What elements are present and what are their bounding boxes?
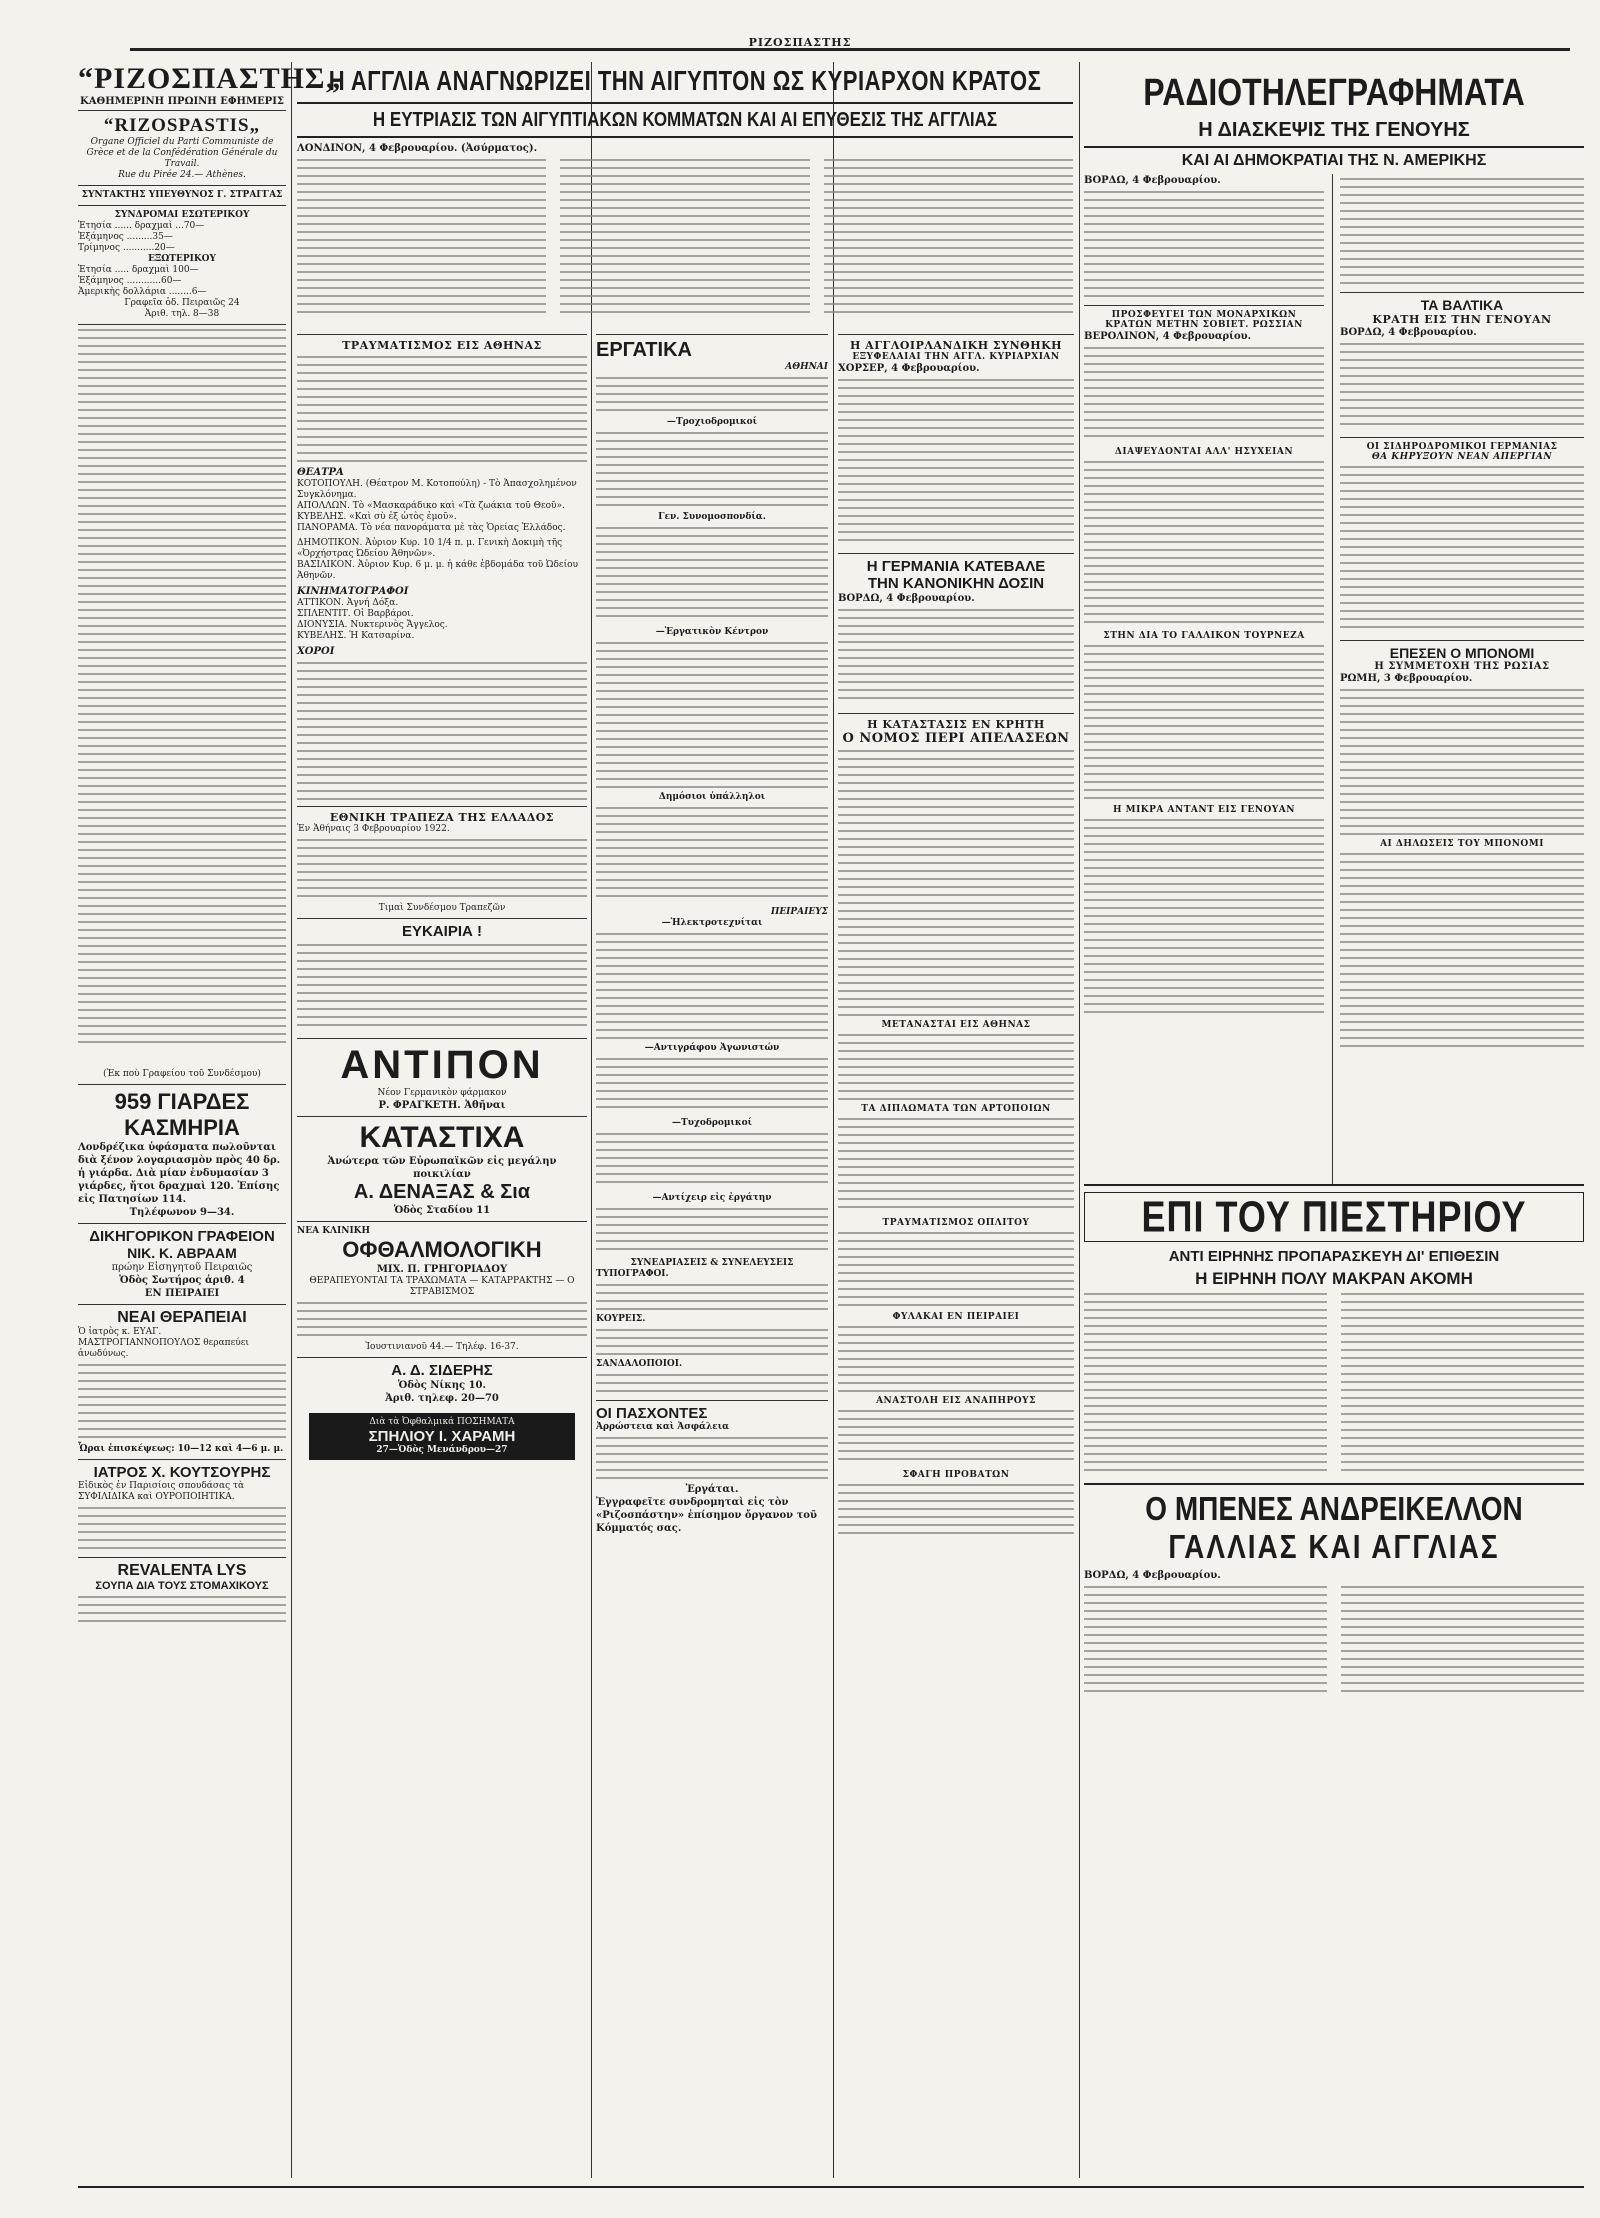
news-headline: ΚΡΑΤΗ ΕΙΣ ΤΗΝ ΓΕΝΟΥΑΝ — [1372, 313, 1552, 326]
section-dance: ΧΟΡΟΙ — [297, 646, 335, 657]
office-address: Γραφεῖα ὁδ. Πειραιῶς 24 — [124, 298, 240, 308]
labor-sub: —Αντιγράφου Ἀγωνιστών — [644, 1043, 780, 1053]
section-cinema: ΚΙΝΗΜΑΤΟΓΡΑΦΟΙ — [297, 586, 409, 597]
news-headline: Η ΣΥΜΜΕΤΟΧΗ ΤΗΣ ΡΩΣΙΑΣ — [1374, 661, 1550, 672]
ad-doctor-text: Εἰδικὸς ἐν Παρισίοις σπουδάσας τὰ ΣΥΦΙΛΙΔΙΚΑ καὶ ΟΥΡΟΠΟΙΗΤΙΚΑ. — [78, 1481, 245, 1502]
section-theatre: ΘΕΑΤΡΑ — [297, 467, 344, 478]
article-body — [297, 356, 587, 466]
labor-sub: —Αντίχειρ εἰς ἐργάτην — [652, 1193, 772, 1203]
press-headline-box — [1084, 1192, 1584, 1242]
column-rule — [591, 62, 592, 2178]
news-headline: ΤΗΝ ΚΑΝΟΝΙΚΗΝ ΔΟΣΙΝ — [867, 575, 1045, 592]
ad-siderhs-phone: Ἀριθ. τηλεφ. 20—70 — [385, 1393, 499, 1404]
column-labor — [596, 330, 828, 2178]
article-body — [1340, 343, 1584, 433]
column-culture — [297, 330, 587, 2178]
press-subheadline: ΑΝΤΙ ΕΙΡΗΝΗΣ ΠΡΟΠΑΡΑΣΚΕΥΗ ΔΙ' ΕΠΙΘΕΣΙΝ — [1168, 1248, 1500, 1265]
theatre-item: ΑΠΟΛΛΩΝ. Τὸ «Μασκαράδικο καὶ «Τὰ ζωάκια τοῦ Θεοῦ». — [297, 501, 565, 511]
ad-clinic-text: ΘΕΡΑΠΕΥΟΝΤΑΙ ΤΑ ΤΡΑΧΩΜΑΤΑ — ΚΑΤΑΡΡΑΚΤΗΣ — Ο ΣΤΡΑΒΙΣΜΟΣ — [309, 1276, 575, 1297]
ad-clinic-address: Ἰουστινιανοῦ 44.— Τηλέφ. 16-37. — [365, 1342, 519, 1352]
ad-therapies-text: Ὁ ἰατρὸς κ. ΕΥΑΓ. ΜΑΣΤΡΟΓΙΑΝΝΟΠΟΥΛΟΣ θεραπεύει ἀνωδύνως. — [78, 1327, 249, 1359]
article-body — [596, 1208, 828, 1258]
newspaper-title: “ΡΙΖΟΣΠΑΣΤΗΣ„ — [78, 62, 342, 95]
article-body — [596, 807, 828, 907]
bank-rates — [297, 839, 587, 903]
article-body — [838, 379, 1074, 549]
column-rule — [291, 62, 292, 2178]
lead-headline-block — [297, 62, 1073, 329]
news-headline: Η ΜΙΚΡΑ ΑΝΤΑΝΤ ΕΙΣ ΓΕΝΟΥΑΝ — [1113, 805, 1295, 815]
press-subheadline: Η ΕΙΡΗΝΗ ΠΟΛΥ ΜΑΚΡΑΝ ΑΚΟΜΗ — [1195, 1269, 1473, 1288]
subs-row: Ἐτησία ..... δραχμαὶ 100— — [78, 265, 199, 275]
ad-kasmiria-text: Λονδρέζικα ὑφάσματα πωλοῦνται διὰ ξένον λογαριασμὸν πρὸς 40 δρ. ἡ γιάρδα. Διὰ μίαν ἐνδυμασίαν 3 γιάρδες, ἤτοι δραχμαὶ 120. Ἐπίσης εἰς Πατησίων 114. — [78, 1142, 281, 1205]
cinema-item: ΚΥΒΕΛΗΣ. Ἡ Κατσαρίνα. — [297, 631, 415, 641]
office-phone: Ἀριθ. τηλ. 8—38 — [144, 309, 220, 319]
news-subsection: ΑΝΑΣΤΟΛΗ ΕΙΣ ΑΝΑΠΗΡΟΥΣ — [876, 1396, 1036, 1406]
radiotelegrams-title: ΡΑΔΙΟΤΗΛΕΓΡΑΦΗΜΑΤΑ — [1143, 70, 1525, 114]
column-radiotelegrams — [1084, 62, 1584, 2178]
article-body — [1084, 191, 1324, 301]
labor-sub: —Τροχιοδρομικοί — [667, 417, 757, 427]
article-body — [596, 432, 828, 512]
news-dateline: ΒΟΡΔΩ, 4 Φεβρουαρίου. — [838, 593, 975, 604]
latin-description: Organe Officiel du Parti Communiste de Grèce et de la Confédération Générale du Travail. — [86, 137, 278, 169]
theatre-item: ΒΑΣΙΛΙΚΟΝ. Ἀὐριον Κυρ. 6 μ. μ. ἡ κάθε ἑβδομάδα τοῦ Ὠδείου Ἀθηνῶν. — [297, 560, 579, 581]
sufferers-text: Ἀρρώστεια καὶ Ἀσφάλεια — [596, 1422, 730, 1432]
ad-clinic-body — [297, 1302, 587, 1342]
column-rule — [1079, 62, 1080, 2178]
article-body — [1084, 1586, 1584, 1696]
article-body — [596, 1437, 828, 1483]
ad-law-office-city: ΕΝ ΠΕΙΡΑΙΕΙ — [144, 1288, 220, 1299]
cinema-item: ΣΠΛΕΝΤΙΤ. Οἱ Βαρβάροι. — [297, 609, 414, 619]
ad-charamis-line: Διὰ τὰ Ὀφθαλμικά ΠΟΣΗΜΑΤΑ — [369, 1417, 515, 1427]
bottom-rule — [78, 2186, 1584, 2188]
article-body — [1340, 466, 1584, 636]
article-body — [838, 1484, 1074, 1544]
running-title: ΡΙΖΟΣΠΑΣΤΗΣ — [748, 36, 852, 49]
lead-dateline: ΛΟΝΔΙΝΟΝ, 4 Φεβρουαρίου. (Ἀσύρματος). — [297, 143, 538, 154]
article-body — [1084, 347, 1324, 447]
article-body — [596, 1284, 828, 1314]
ad-law-office-title: ΔΙΚΗΓΟΡΙΚΟΝ ΓΡΑΦΕΙΟΝ — [89, 1228, 275, 1245]
ad-clinic-label: ΝΕΑ ΚΛΙΝΙΚΗ — [297, 1226, 370, 1236]
news-headline: ΟΙ ΣΙΔΗΡΟΔΡΟΜΙΚΟΙ ΓΕΡΜΑΝΙΑΣ — [1366, 442, 1558, 452]
ad-katastixa-name: Α. ΔΕΝΑΞΑΣ & Σια — [353, 1181, 531, 1203]
article-body — [838, 1118, 1074, 1218]
bank-source: Τιμαὶ Συνδέσμου Τραπεζῶν — [378, 903, 506, 913]
news-headline: Η ΚΑΤΑΣΤΑΣΙΣ ΕΝ ΚΡΗΤΗ — [867, 718, 1045, 731]
ad-charamis-addr: 27—Ὁδὸς Μενάνδρου—27 — [376, 1445, 508, 1455]
article-body — [838, 1326, 1074, 1396]
article-body — [596, 527, 828, 627]
news-dateline: ΒΕΡΟΛΙΝΟΝ, 4 Φεβρουαρίου. — [1084, 331, 1252, 342]
ad-antipon-seller: Ρ. ΦΡΑΓΚΕΤΗ. Ἀθῆναι — [378, 1100, 506, 1111]
newspaper-latin-title: “RIZOSPASTIS„ — [103, 115, 261, 136]
ad-law-office-addr: Ὁδὸς Σωτήρος ἀριθ. 4 — [119, 1275, 245, 1286]
ad-law-office-text: πρώην Εἰσηγητοῦ Πειραιῶς — [111, 1262, 253, 1273]
subs-interior-heading: ΣΥΝΔΡΟΜΑΙ ΕΣΩΤΕΡΙΚΟΥ — [114, 210, 250, 220]
article-body — [1084, 645, 1324, 805]
news-dateline: ΒΟΡΔΩ, 4 Φεβρουαρίου. — [1340, 327, 1477, 338]
news-subsection: ΤΡΑΥΜΑΤΙΣΜΟΣ ΟΠΛΙΤΟΥ — [882, 1218, 1030, 1228]
section-bank: ΕΘΝΙΚΗ ΤΡΑΠΕΖΑ ΤΗΣ ΕΛΛΑΔΟΣ — [329, 811, 555, 824]
news-dateline: ΒΟΡΔΩ, 4 Φεβρουαρίου. — [1084, 1570, 1221, 1581]
theatre-item: ΔΗΜΟΤΙΚΟΝ. Ἀὐριον Κυρ. 10 1/4 π. μ. Γενικὴ Δοκιμὴ τῆς «Ὀρχήστρας Ὠδείου Ἀθηνῶν». — [297, 538, 563, 559]
article-body — [838, 1232, 1074, 1312]
labor-sub: Δημόσιοι ὑπάλληλοι — [658, 792, 766, 802]
subcolumn-left — [1084, 174, 1324, 1019]
article-body — [838, 750, 1074, 1020]
ad-revalenta-title: REVALENTA LYS — [117, 1562, 247, 1579]
ad-law-office-name: ΝΙΚ. Κ. ΑΒΡΑΑΜ — [127, 1245, 237, 1261]
ad-kasmiria-title: 959 ΓΙΑΡΔΕΣ ΚΑΣΜΗΡΙΑ — [114, 1089, 250, 1140]
ad-siderhs-addr: Ὁδὸς Νίκης 10. — [398, 1380, 486, 1391]
news-headline: ΑΙ ΔΗΛΩΣΕΙΣ ΤΟΥ ΜΠΟΝΟΜΙ — [1380, 839, 1544, 849]
lead-subheadline: Η ΕΥΤΡΙΑΣΙΣ ΤΩΝ ΑΙΓΥΠΤΙΑΚΩΝ ΚΟΜΜΑΤΩΝ ΚΑΙ ΑΙ ΕΠΥΘΕΣΙΣ ΤΗΣ ΑΓΓΛΙΑΣ — [372, 108, 998, 131]
ad-charamis-name: ΣΠΗΛΙΟΥ Ι. ΧΑΡΑΜΗ — [368, 1428, 516, 1445]
ad-therapies-body — [78, 1364, 286, 1444]
ad-katastixa-addr: Ὁδὸς Σταδίου 11 — [393, 1205, 491, 1216]
news-headline: ΣΤΗΝ ΔΙΑ ΤΟ ΓΑΛΛΙΚΟΝ ΤΟΥΡΝΕΖΑ — [1103, 631, 1305, 641]
article-body — [596, 377, 828, 417]
article-body — [1084, 819, 1324, 1019]
news-subsection: ΣΦΑΓΗ ΠΡΟΒΑΤΩΝ — [902, 1470, 1010, 1480]
newspaper-subtitle: ΚΑΘΗΜΕΡΙΝΗ ΠΡΩΙΝΗ ΕΦΗΜΕΡΙΣ — [78, 96, 286, 111]
article-body — [596, 1133, 828, 1193]
city-piraeus: ΠΕΙΡΑΙΕΥΣ — [770, 907, 828, 917]
labor-sub: —Ἐργατικὸν Κέντρον — [655, 627, 769, 637]
labor-sub: —Ἠλεκτροτεχνίται — [661, 918, 763, 928]
article-body — [596, 1374, 828, 1396]
article-body — [297, 662, 587, 802]
ad-katastixa-sub: Ἀνώτερα τῶν Εὐρωπαϊκῶν εἰς μεγάλην ποικιλίαν — [327, 1156, 557, 1180]
ad-siderhs-name: Α. Δ. ΣΙΔΕΡΗΣ — [391, 1362, 493, 1379]
article-source: (Ἐκ ποὺ Γραφείου τοῦ Συνδέσμου) — [103, 1069, 261, 1079]
news-subheadline: ΕΞΥΦΕΛΑΙΑΙ ΤΗΝ ΑΓΓΛ. ΚΥΡΙΑΡΧΙΑΝ — [852, 352, 1060, 362]
lead-headline: Η ΑΓΓΛΙΑ ΑΝΑΓΝΩΡΙΖΕΙ ΤΗΝ ΑΙΓΥΠΤΟΝ ΩΣ ΚΥΡΙΑΡΧΟΝ ΚΡΑΤΟΣ — [328, 64, 1042, 96]
section-meetings: ΣΥΝΕΔΡΙΑΣΕΙΣ & ΣΥΝΕΛΕΥΣΕΙΣ — [630, 1258, 794, 1268]
article-body — [78, 329, 286, 1069]
article-body — [596, 933, 828, 1043]
ad-katastixa-title: ΚΑΤΑΣΤΙΧΑ — [359, 1121, 525, 1154]
theatre-item: ΚΥΒΕΛΗΣ. «Καὶ σὺ ἐξ ὠτὸς ἐμοῦ». — [297, 512, 457, 522]
news-subsection: ΜΕΤΑΝΑΣΤΑΙ ΕΙΣ ΑΘΗΝΑΣ — [881, 1020, 1031, 1030]
news-subsection: ΦΥΛΑΚΑΙ ΕΝ ΠΕΙΡΑΙΕΙ — [892, 1312, 1020, 1322]
ad-charamis-box — [309, 1413, 575, 1460]
theatre-item: ΚΟΤΟΠΟΥΛΗ. (Θέατρον Μ. Κοτοπούλη) - Τὸ Ἀπασχολημένον Συγκλόνημα. — [297, 479, 577, 500]
radiotelegrams-subheadline: ΚΑΙ ΑΙ ΔΗΜΟΚΡΑΤΙΑΙ ΤΗΣ Ν. ΑΜΕΡΙΚΗΣ — [1181, 152, 1487, 169]
editor-line: ΣΥΝΤΑΚΤΗΣ ΥΠΕΥΘΥΝΟΣ Γ. ΣΤΡΑΓΓΑΣ — [81, 190, 283, 200]
column-rule — [1332, 174, 1333, 1184]
news-headline: ΚΡΑΤΩΝ ΜΕΤΗΝ ΣΟΒΙΕΤ. ΡΩΣΣΙΑΝ — [1105, 320, 1303, 330]
news-headline: ΠΡΟΣΦΕΥΓΕΙ ΤΩΝ ΜΟΝΑΡΧΙΚΩΝ — [1111, 310, 1297, 320]
benes-headline: ΓΑΛΛΙΑΣ ΚΑΙ ΑΓΓΛΙΑΣ — [1168, 1527, 1500, 1565]
column-rule — [833, 62, 834, 2178]
ad-therapies-title: ΝΕΑΙ ΘΕΡΑΠΕΙΑΙ — [117, 1309, 247, 1326]
article-body — [1084, 1293, 1584, 1483]
article-body — [1084, 461, 1324, 631]
ad-revalenta-sub: ΣΟΥΠΑ ΔΙΑ ΤΟΥΣ ΣΤΟΜΑΧΙΚΟΥΣ — [95, 1580, 269, 1592]
news-headline: Η ΑΓΓΛΟΙΡΛΑΝΔΙΚΗ ΣΥΝΘΗΚΗ — [849, 339, 1063, 352]
subcolumn-right — [1340, 174, 1584, 1053]
news-dateline: ΒΟΡΔΩ, 4 Φεβρουαρίου. — [1084, 175, 1221, 186]
subs-row: Τρίμηνος ...........20— — [78, 243, 175, 253]
ad-kasmiria-phone: Τηλέφωνον 9—34. — [129, 1207, 235, 1218]
news-headline: ΤΑ ΒΑΛΤΙΚΑ — [1420, 297, 1504, 313]
workers-heading: Ἐργάται. — [685, 1484, 739, 1495]
ad-antipon-sub: Νέον Γερμανικὸν φάρμακον — [377, 1088, 507, 1098]
news-headline: Ο ΝΟΜΟΣ ΠΕΡΙ ΑΠΕΛΑΣΕΩΝ — [842, 731, 1070, 746]
labor-sub: —Τυχοδρομικοί — [672, 1118, 752, 1128]
radiotelegrams-subcolumns — [1084, 174, 1584, 1184]
ad-opportunity-body — [297, 944, 587, 1034]
news-headline: ΘΑ ΚΗΡΥΞΟΥΝ ΝΕΑΝ ΑΠΕΡΓΙΑΝ — [1371, 452, 1553, 462]
subs-exterior-heading: ΕΞΩΤΕΡΙΚΟΥ — [148, 254, 216, 264]
subs-row: Ἑξάμηνος .........35— — [78, 232, 173, 242]
news-dateline: ΧΟΡΣΕΡ, 4 Φεβρουαρίου. — [838, 363, 980, 374]
ad-clinic-title: ΟΦΘΑΛΜΟΛΟΓΙΚΗ — [342, 1237, 542, 1262]
ad-therapies-hours: Ὧραι ἐπισκέψεως: 10—12 καὶ 4—6 μ. μ. — [78, 1444, 284, 1454]
news-dateline: ΡΩΜΗ, 3 Φεβρουαρίου. — [1340, 673, 1473, 684]
city-athens: ΑΘΗΝΑΙ — [785, 362, 828, 372]
article-body — [1340, 853, 1584, 1053]
ad-antipon-title: ΑΝΤΙΠΟΝ — [340, 1043, 544, 1087]
lead-article-body — [297, 159, 1073, 329]
subs-row: Ἀμερικὴς δολλάρια ........6— — [78, 287, 207, 297]
article-body — [838, 1034, 1074, 1104]
article-body — [596, 1058, 828, 1118]
ad-doctor-body — [78, 1507, 286, 1553]
labor-sub: Γεν. Συνομοσπονδία. — [658, 512, 766, 522]
cinema-item: ΔΙΟΝΥΣΙΑ. Νυκτερινὸς Ἄγγελος. — [297, 620, 448, 630]
subs-row: Ἑξάμηνος ............60— — [78, 276, 182, 286]
article-body — [838, 609, 1074, 709]
workers-text: Ἐγγραφεῖτε συνδρομηταὶ εἰς τὸν «Ριζοσπάστην» ἐπίσημον ὄργανον τοῦ Κόμματός σας. — [596, 1497, 817, 1534]
meeting-item: ΤΥΠΟΓΡΑΦΟΙ. — [596, 1269, 669, 1279]
section-sufferers: ΟΙ ΠΑΣΧΟΝΤΕΣ — [596, 1405, 708, 1422]
ad-opportunity-title: ΕΥΚΑΙΡΙΑ ! — [401, 923, 482, 940]
ad-doctor-title: ΙΑΤΡΟΣ Χ. ΚΟΥΤΣΟΥΡΗΣ — [93, 1464, 271, 1481]
top-rule — [130, 48, 1570, 51]
latin-address: Rue du Pirée 24.— Athènes. — [118, 170, 246, 180]
news-headline: Η ΓΕΡΜΑΝΙΑ ΚΑΤΕΒΑΛΕ — [866, 558, 1046, 575]
meeting-item: ΚΟΥΡΕΙΣ. — [596, 1314, 646, 1324]
theatre-item: ΠΑΝΟΡΑΜΑ. Τὸ νέα πανοράματα μὲ τὰς Ὁρείας Ἑλλάδος. — [297, 523, 566, 533]
news-subsection: ΤΑ ΔΙΠΛΩΜΑΤΑ ΤΩΝ ΑΡΤΟΠΟΙΩΝ — [861, 1104, 1051, 1114]
press-headline: ΕΠΙ ΤΟΥ ΠΙΕΣΤΗΡΙΟΥ — [1141, 1191, 1527, 1241]
column-news — [838, 330, 1074, 2178]
article-body — [1340, 178, 1584, 288]
article-body — [1340, 689, 1584, 839]
meeting-item: ΣΑΝΔΑΛΟΠΟΙΟΙ. — [596, 1359, 683, 1369]
benes-headline: Ο ΜΠΕΝΕΣ ΑΝΔΡΕΙΚΕΛΛΟΝ — [1145, 1489, 1523, 1527]
bank-date: Ἐν Ἀθήναις 3 Φεβρουαρίου 1922. — [297, 824, 450, 834]
subs-row: Ἐτησία ...... δραχμαὶ ...70— — [78, 221, 205, 231]
cinema-item: ΑΤΤΙΚΟΝ. Ἀγνή Δόξα. — [297, 598, 399, 608]
article-body — [838, 1410, 1074, 1470]
section-labor-title: ΕΡΓΑΤΙΚΑ — [596, 339, 692, 361]
ad-clinic-doctor: ΜΙΧ. Π. ΓΡΗΓΟΡΙΑΔΟΥ — [376, 1264, 508, 1275]
news-headline: ΔΙΑΨΕΥΔΟΝΤΑΙ ΑΛΛ' ΗΣΥΧΕΙΑΝ — [1114, 447, 1294, 457]
radiotelegrams-headline: Η ΔΙΑΣΚΕΨΙΣ ΤΗΣ ΓΕΝΟΥΗΣ — [1198, 119, 1470, 141]
article-body — [596, 642, 828, 792]
ad-revalenta-body — [78, 1596, 286, 1636]
section-trauma: ΤΡΑΥΜΑΤΙΣΜΟΣ ΕΙΣ ΑΘΗΝΑΣ — [342, 339, 542, 352]
article-body — [596, 1329, 828, 1359]
news-headline: ΕΠΕΣΕΝ Ο ΜΠΟΝΟΜΙ — [1389, 645, 1535, 661]
